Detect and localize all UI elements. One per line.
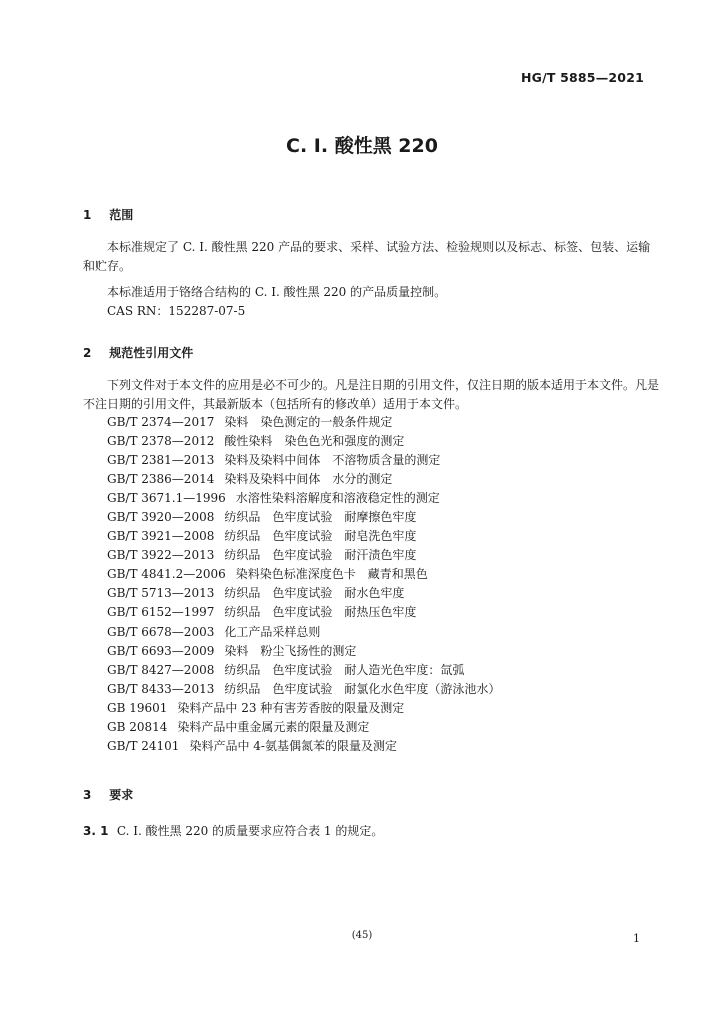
reference-code: GB/T 2374—2017: [107, 415, 215, 429]
reference-code: GB/T 24101: [107, 738, 180, 753]
reference-title: 染料及染料中间体 水分的测定: [224, 472, 393, 487]
reference-item: [107, 584, 500, 603]
reference-title: 纺织品 色牢度试验 耐水色牢度: [224, 586, 405, 601]
reference-code: GB/T 3671.1—1996: [107, 491, 226, 506]
reference-list: [107, 413, 500, 756]
reference-title: 染料产品中 23 种有害芳香胺的限量及测定: [177, 700, 405, 715]
document-title: C. I. 酸性黑 220: [286, 135, 438, 157]
reference-title: 染料产品中 4-氨基偶氮苯的限量及测定: [189, 738, 397, 753]
cas-number: CAS RN：152287-07-5: [107, 304, 246, 318]
standard-code: HG/T 5885—2021: [520, 70, 644, 85]
reference-item: [107, 603, 500, 622]
page-label: (45): [351, 930, 373, 941]
section-title: 要求: [109, 788, 134, 802]
section-number: 2: [83, 346, 92, 360]
reference-item: [107, 718, 500, 737]
reference-code: GB 20814: [107, 719, 168, 734]
reference-code: GB/T 3922—2013: [107, 548, 215, 563]
reference-item: [107, 737, 500, 756]
references-intro: 下列文件对于本文件的应用是必不可少的。凡是注日期的引用文件，仅注日期的版本适用于本文件。凡是不注日期的引用文件，其最新版本（包括所有的修改单）适用于本文件。: [83, 378, 660, 411]
reference-item: [107, 451, 500, 470]
reference-code: GB/T 2381—2013: [107, 453, 215, 468]
reference-title: 纺织品 色牢度试验 耐氯化水色牢度（游泳池水）: [224, 681, 501, 696]
reference-code: GB 19601: [107, 700, 168, 715]
reference-item: [107, 432, 500, 451]
reference-title: 纺织品 色牢度试验 耐皂洗色牢度: [224, 529, 417, 544]
reference-title: 染料染色标准深度色卡 藏青和黑色: [235, 567, 428, 582]
section-number: 1: [83, 208, 92, 222]
reference-item: [107, 413, 500, 432]
page-number: 1: [633, 932, 640, 945]
applicability-paragraph: 本标准适用于铬络合结构的 C. I. 酸性黑 220 的产品质量控制。: [107, 285, 447, 299]
section-number: 3: [83, 788, 92, 802]
clause-3-1: [83, 822, 383, 839]
reference-title: 纺织品 色牢度试验 耐摩擦色牢度: [224, 510, 417, 525]
reference-code: GB/T 6678—2003: [107, 624, 215, 639]
reference-item: [107, 661, 500, 680]
reference-code: GB/T 2386—2014: [107, 472, 215, 487]
reference-title: 染料 染色测定的一般条件规定: [224, 415, 393, 429]
reference-code: GB/T 2378—2012: [107, 434, 215, 449]
reference-title: 纺织品 色牢度试验 耐人造光色牢度：氙弧: [224, 662, 465, 677]
section-1-heading: [83, 206, 133, 223]
section-3-heading: [83, 786, 133, 803]
reference-title: 染料及染料中间体 不溶物质含量的测定: [224, 453, 441, 468]
reference-item: [107, 546, 500, 565]
reference-title: 酸性染料 染色色光和强度的测定: [224, 434, 405, 449]
reference-item: [107, 680, 500, 699]
reference-item: [107, 508, 500, 527]
reference-title: 化工产品采样总则: [224, 624, 321, 639]
reference-code: GB/T 3920—2008: [107, 510, 215, 525]
reference-code: GB/T 4841.2—2006: [107, 567, 226, 582]
clause-text: C. I. 酸性黑 220 的质量要求应符合表 1 的规定。: [116, 824, 384, 838]
scope-paragraph: 本标准规定了 C. I. 酸性黑 220 产品的要求、采样、试验方法、检验规则以及标志、标签、包装、运输和贮存。: [83, 240, 651, 273]
section-2-heading: [83, 344, 193, 361]
reference-code: GB/T 6152—1997: [107, 605, 215, 620]
reference-item: [107, 642, 500, 661]
section-title: 范围: [109, 208, 134, 222]
clause-number: 3. 1: [83, 824, 109, 838]
reference-item: [107, 489, 500, 508]
reference-code: GB/T 5713—2013: [107, 586, 215, 601]
reference-title: 水溶性染料溶解度和溶液稳定性的测定: [235, 491, 440, 506]
reference-code: GB/T 8433—2013: [107, 681, 215, 696]
reference-code: GB/T 6693—2009: [107, 643, 215, 658]
reference-title: 染料产品中重金属元素的限量及测定: [177, 719, 370, 734]
reference-item: [107, 527, 500, 546]
section-title: 规范性引用文件: [109, 346, 194, 360]
reference-code: GB/T 8427—2008: [107, 662, 215, 677]
reference-item: [107, 699, 500, 718]
reference-title: 纺织品 色牢度试验 耐热压色牢度: [224, 605, 417, 620]
reference-item: [107, 470, 500, 489]
reference-code: GB/T 3921—2008: [107, 529, 215, 544]
reference-title: 纺织品 色牢度试验 耐汗渍色牢度: [224, 548, 417, 563]
reference-title: 染料 粉尘飞扬性的测定: [224, 643, 357, 658]
reference-item: [107, 565, 500, 584]
reference-item: [107, 623, 500, 642]
